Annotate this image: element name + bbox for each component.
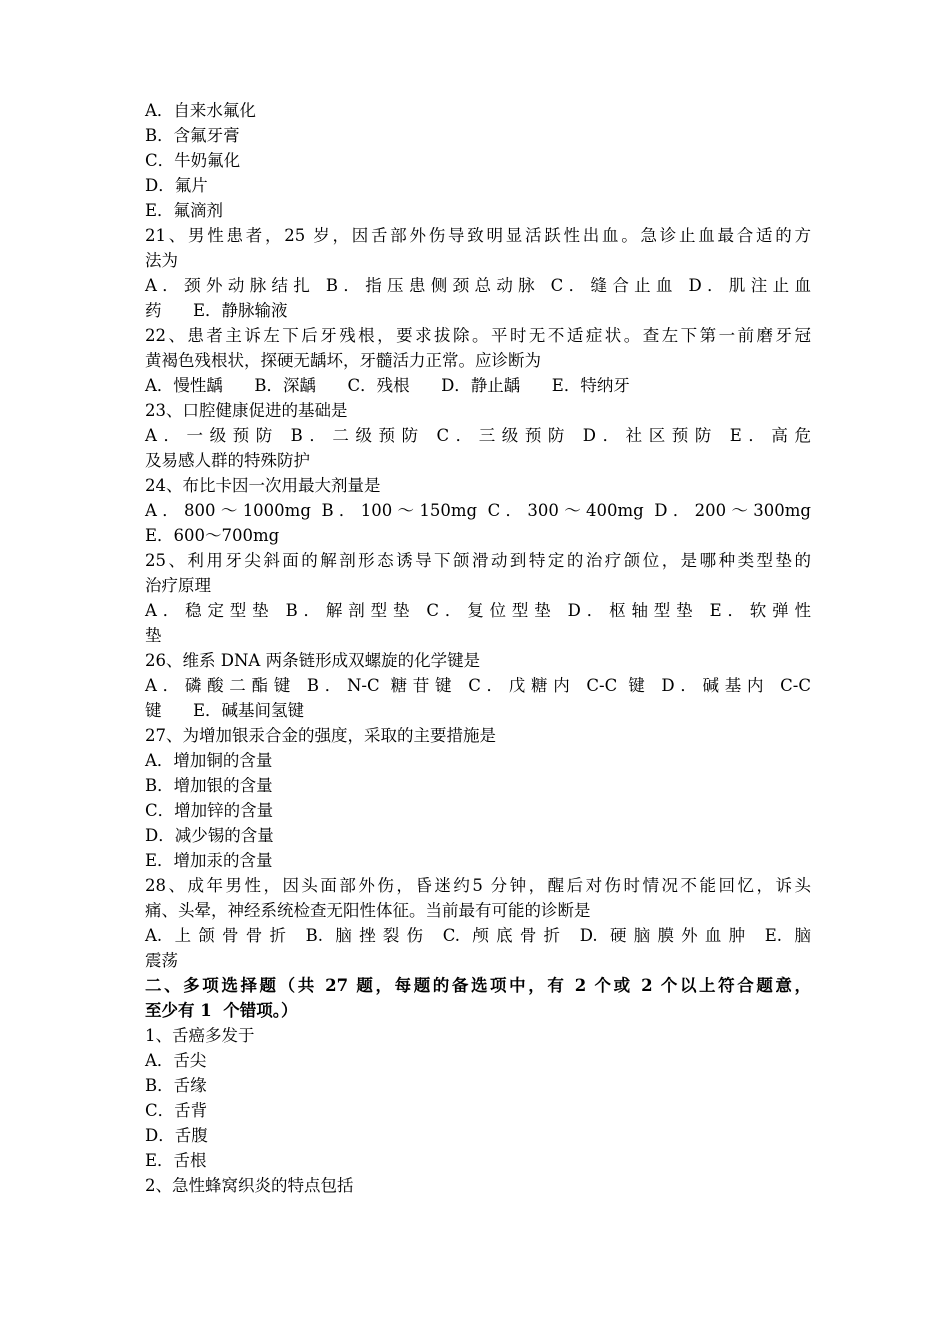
- text-line: B．舌缘: [145, 1076, 207, 1095]
- text-line: 26、维系 DNA 两条链形成双螺旋的化学键是: [145, 651, 481, 670]
- text-line: 痛、头晕，神经系统检查无阳性体征。当前最有可能的诊断是: [145, 901, 591, 920]
- text-line: 键 E．碱基间氢键: [145, 701, 305, 720]
- text-line: A．颈外动脉结扎 B．指压患侧颈总动脉 C．缝合止血 D．肌注止血: [145, 276, 811, 295]
- text-line: A. 上颌骨骨折 B. 脑挫裂伤 C. 颅底骨折 D. 硬脑膜外血肿 E. 脑: [145, 926, 811, 945]
- text-line: 25、利用牙尖斜面的解剖形态诱导下颌滑动到特定的治疗颌位，是哪种类型垫的: [145, 551, 811, 570]
- text-line: 垫: [145, 626, 162, 645]
- text-line: D．舌腹: [145, 1126, 208, 1145]
- text-line: C．增加锌的含量: [145, 801, 274, 820]
- text-line: A．磷酸二酯键 B．N-C 糖苷键 C．戊糖内 C-C 键 D．碱基内 C-C: [145, 676, 811, 695]
- text-line: A．稳定型垫 B．解剖型垫 C．复位型垫 D．枢轴型垫 E．软弹性: [145, 601, 811, 620]
- text-line: 二、多项选择题（共 27 题，每题的备选项中，有 2 个或 2 个以上符合题意，: [145, 976, 811, 995]
- text-line: A．一级预防 B．二级预防 C．三级预防 D．社区预防 E．高危: [145, 426, 811, 445]
- text-line: A．增加铜的含量: [145, 751, 273, 770]
- text-line: E．氟滴剂: [145, 201, 224, 220]
- text-line: 23、口腔健康促进的基础是: [145, 401, 348, 420]
- text-line: 震荡: [145, 951, 178, 970]
- text-line: 27、为增加银汞合金的强度，采取的主要措施是: [145, 726, 496, 745]
- text-line: 药 E．静脉输液: [145, 301, 288, 320]
- text-line: D．减少锡的含量: [145, 826, 274, 845]
- text-line: 及易感人群的特殊防护: [145, 451, 310, 470]
- text-line: A．自来水氟化: [145, 101, 256, 120]
- text-line: 21、男性患者，25 岁，因舌部外伤导致明显活跃性出血。急诊止血最合适的方: [145, 226, 811, 245]
- text-line: 24、布比卡因一次用最大剂量是: [145, 476, 381, 495]
- text-line: 28、成年男性，因头面部外伤，昏迷约5 分钟，醒后对伤时情况不能回忆，诉头: [145, 876, 811, 895]
- text-line: 至少有 1 个错项。）: [145, 1001, 298, 1020]
- text-line: C．舌背: [145, 1101, 208, 1120]
- text-line: A．慢性龋 B．深龋 C．残根 D．静止龋 E．特纳牙: [145, 376, 630, 395]
- text-line: A．800～1000mg B．100～150mg C．300～400mg D．200～300mg: [145, 501, 811, 520]
- text-line: B．增加银的含量: [145, 776, 273, 795]
- text-line: D．氟片: [145, 176, 208, 195]
- text-line: 1、舌癌多发于: [145, 1026, 255, 1045]
- document-page: [145, 98, 811, 1198]
- text-line: E．舌根: [145, 1151, 207, 1170]
- text-line: A．舌尖: [145, 1051, 207, 1070]
- text-line: 黄褐色残根状，探硬无龋坏，牙髓活力正常。应诊断为: [145, 351, 541, 370]
- text-line: 22、患者主诉左下后牙残根，要求拔除。平时无不适症状。查左下第一前磨牙冠: [145, 326, 811, 345]
- text-line: E．增加汞的含量: [145, 851, 273, 870]
- text-line: C．牛奶氟化: [145, 151, 241, 170]
- text-line: 法为: [145, 251, 178, 270]
- text-line: 2、急性蜂窝织炎的特点包括: [145, 1176, 354, 1195]
- text-line: E．600～700mg: [145, 526, 280, 545]
- text-line: 治疗原理: [145, 576, 211, 595]
- text-line: B．含氟牙膏: [145, 126, 240, 145]
